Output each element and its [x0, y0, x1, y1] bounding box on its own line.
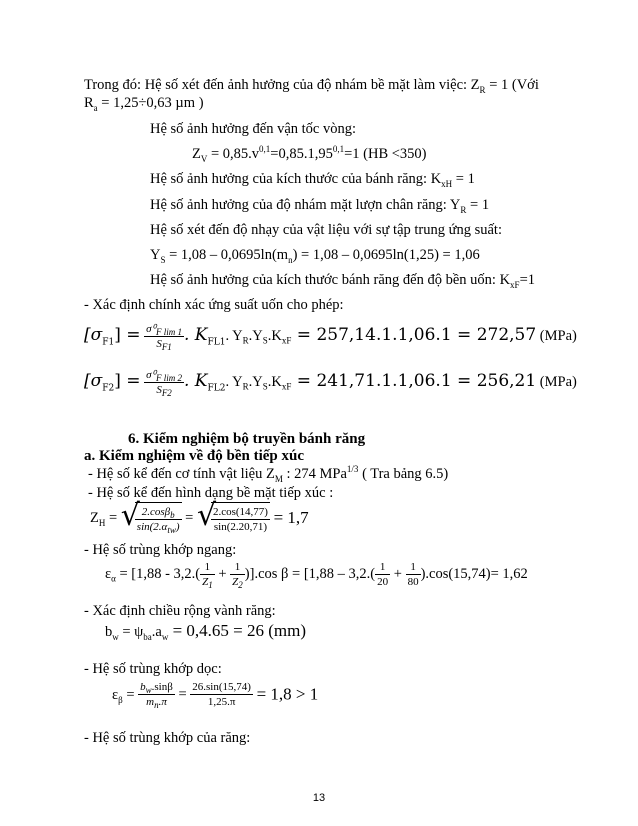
text-line: Hệ số ảnh hưởng đến vận tốc vòng: — [150, 121, 357, 137]
formula-zv: $Z_V = 0,85.v^{0,1}=0,85.1,95^{0,1}=1$ (HB <350) — [192, 144, 427, 164]
formula-zh: $Z_H$ = √ $\frac{2.\cos\beta_b}{\sin(2.\alpha_{tw})}$ = √ $\frac{2.\cos(14,77)}{\sin(2.20,71)}$ = 1,7 — [90, 498, 309, 536]
bullet-line: - Hệ số trùng khớp ngang: — [84, 542, 237, 558]
text-line: Hệ số xét đến độ nhạy của vật liệu với sự tập trung ứng suất: — [150, 222, 502, 238]
section-heading: 6. Kiểm nghiệm bộ truyền bánh răng — [128, 431, 366, 447]
bullet-line: - Xác định chính xác ứng suất uốn cho phép: — [84, 297, 344, 313]
text-line: Hệ số ảnh hưởng của độ nhám mặt lượn chân răng: $Y_R = 1$ — [150, 197, 490, 215]
text-line: $R_a = 1,25\div 0,63$ µm ) — [84, 95, 204, 113]
formula-bw: $b_w = \psi_{ba}.a_w = 0,4.65 = 26$ (mm) — [105, 621, 307, 642]
text-line: - Hệ số kể đến cơ tính vật liệu $Z_M$ : 274 MPa$^{1/3}$ ( Tra bảng 6.5) — [88, 464, 449, 484]
text-line: Trong đó: Hệ số xét đến ảnh hưởng của độ nhám bề mặt làm việc: $Z_R = 1$ (Với — [84, 77, 539, 95]
formula-epsilon-alpha: $\varepsilon_\alpha = [1,88 - 3,2$.( $\frac{1}{Z_1}$ + $\frac{1}{Z_2}$ )].cos β = [1,88 – 3,2.( $\frac{1}{20}$ + $\frac{1}{80}$ ).cos(15,74)= 1,62 — [105, 561, 528, 591]
subsection-heading: a. Kiểm nghiệm về độ bền tiếp xúc — [84, 448, 304, 464]
formula-epsilon-beta: $\varepsilon_\beta$ = $\frac{b_w.\sin\beta}{m_n.\pi}$ = $\frac{26.\sin(15,74)}{1,25.\pi}$ = 1,8 > 1 — [112, 681, 319, 711]
formula-sigma-f1: $[\sigma_{F1}]$ = $\frac{\sigma^0_{F lim 1}}{S_{F1}}$ . $K_{FL1}$. $Y_R.Y_S.K_{xF} = 257,14.1.1,06.1 = 272,57$ (MPa) — [84, 323, 577, 353]
formula-sigma-f2: $[\sigma_{F2}]$ = $\frac{\sigma^0_{F lim 2}}{S_{F2}}$ . $K_{FL2}$. $Y_R.Y_S.K_{xF} = 241,71.1.1,06.1 = 256,21$ (MPa) — [84, 369, 577, 399]
page-number: 13 — [312, 792, 326, 804]
bullet-line: - Hệ số trùng khớp dọc: — [84, 661, 222, 677]
bullet-line: - Hệ số trùng khớp của răng: — [84, 730, 251, 746]
text-line: Hệ số ảnh hưởng của kích thước của bánh răng: $K_{xH} = 1$ — [150, 171, 475, 189]
formula-ys: $Y_S = 1,08 - 0,0695\ln(m_n) = 1,08 - 0,0695\ln(1,25) = 1,06$ — [150, 247, 480, 265]
text-line: Hệ số ảnh hưởng của kích thước bánh răng đến độ bền uốn: $K_{xF}=1$ — [150, 272, 535, 290]
text-line: - Hệ số kể đến hình dạng bề mặt tiếp xúc : — [88, 485, 334, 501]
bullet-line: - Xác định chiều rộng vành răng: — [84, 603, 276, 619]
